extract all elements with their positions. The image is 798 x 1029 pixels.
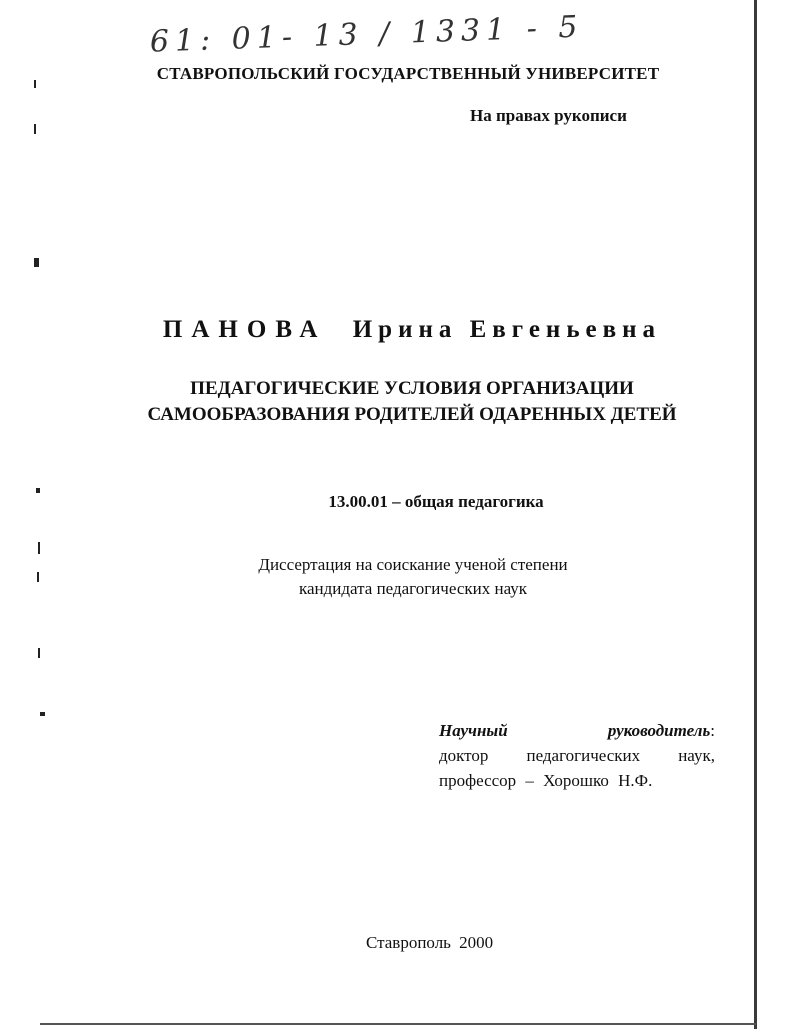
degree-line: кандидата педагогических наук	[298, 579, 528, 598]
title-line: САМООБРАЗОВАНИЯ РОДИТЕЛЕЙ ОДАРЕННЫХ ДЕТЕЙ	[147, 404, 677, 425]
scan-mark	[34, 124, 36, 134]
degree-line: Диссертация на соискание ученой степени	[258, 555, 568, 574]
handwritten-archive-number: 61: 01- 13 / 1331 - 5	[149, 9, 584, 60]
scan-edge-bottom	[40, 1023, 756, 1025]
author-given-names: Ирина Евгеньевна	[352, 316, 662, 343]
scan-edge-right	[754, 0, 757, 1029]
supervisor-degree	[439, 743, 715, 768]
supervisor-block	[439, 718, 715, 793]
supervisor-name: профессор – Хорошко Н.Ф.	[439, 771, 653, 790]
supervisor-degree-text: доктор педагогических наук,	[439, 746, 715, 765]
supervisor-label-word: Научный	[439, 721, 508, 740]
university-name: СТАВРОПОЛЬСКИЙ ГОСУДАРСТВЕННЫЙ УНИВЕРСИТЕТ	[156, 64, 660, 83]
author-name	[0, 316, 798, 344]
supervisor-label	[439, 718, 715, 743]
specialty-code: 13.00.01 – общая педагогика	[328, 492, 544, 511]
manuscript-rights-note: На правах рукописи	[470, 106, 627, 125]
title-line: ПЕДАГОГИЧЕСКИЕ УСЛОВИЯ ОРГАНИЗАЦИИ	[190, 378, 634, 399]
author-surname: ПАНОВА	[162, 316, 327, 343]
scan-mark	[34, 258, 39, 267]
scan-mark	[38, 648, 40, 658]
supervisor-label-word: руководитель	[607, 721, 711, 740]
city-and-year: Ставрополь 2000	[366, 933, 494, 952]
supervisor-label-colon: :	[710, 721, 715, 740]
dissertation-title	[0, 376, 798, 428]
degree-statement	[0, 553, 798, 601]
scan-mark	[40, 712, 45, 716]
